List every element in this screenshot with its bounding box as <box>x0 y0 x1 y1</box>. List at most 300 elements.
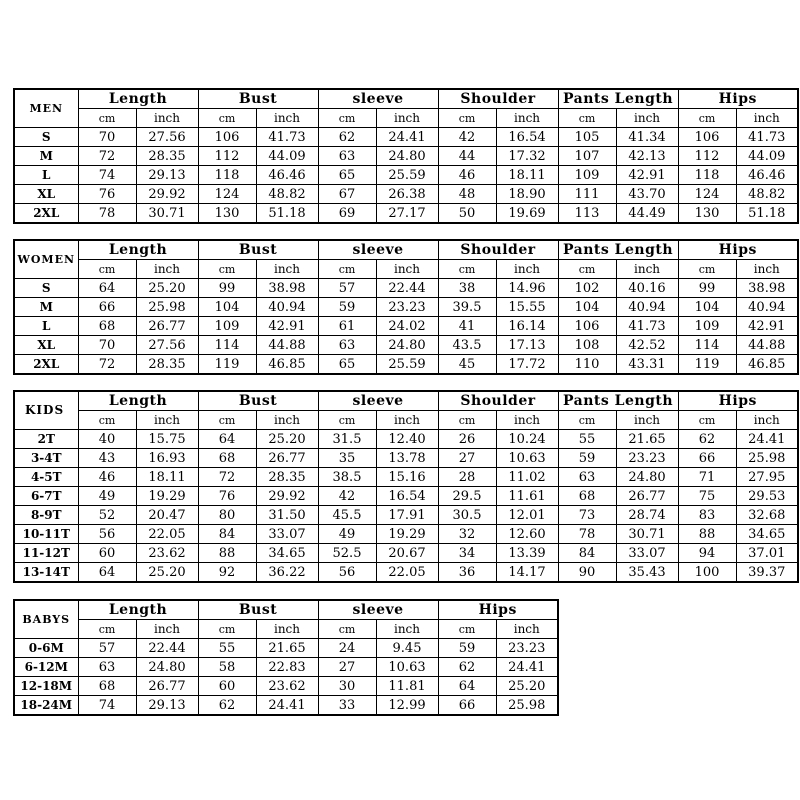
value-cell: 43 <box>78 449 136 468</box>
value-cell: 28.35 <box>256 468 318 487</box>
value-cell: 35.43 <box>616 563 678 583</box>
table-row <box>14 147 798 166</box>
value-cell: 28 <box>438 468 496 487</box>
value-cell: 52.5 <box>318 544 376 563</box>
value-cell: 59 <box>318 298 376 317</box>
value-cell: 20.47 <box>136 506 198 525</box>
value-cell: 106 <box>558 317 616 336</box>
value-cell: 22.44 <box>136 639 198 658</box>
value-cell: 24.80 <box>136 658 198 677</box>
value-cell: 124 <box>678 185 736 204</box>
value-cell: 63 <box>318 336 376 355</box>
header-row <box>14 240 798 260</box>
table-row <box>14 563 798 583</box>
table-row <box>14 487 798 506</box>
column-header-bust: Bust <box>198 89 318 109</box>
value-cell: 45.5 <box>318 506 376 525</box>
unit-inch: inch <box>136 411 198 430</box>
unit-inch: inch <box>136 260 198 279</box>
value-cell: 29.13 <box>136 696 198 716</box>
value-cell: 48.82 <box>256 185 318 204</box>
value-cell: 30.5 <box>438 506 496 525</box>
table-row <box>14 658 558 677</box>
value-cell: 44.49 <box>616 204 678 224</box>
value-cell: 10.24 <box>496 430 558 449</box>
unit-inch: inch <box>256 260 318 279</box>
value-cell: 22.83 <box>256 658 318 677</box>
value-cell: 68 <box>78 677 136 696</box>
size-label: S <box>14 279 78 298</box>
value-cell: 72 <box>198 468 256 487</box>
value-cell: 27.56 <box>136 128 198 147</box>
value-cell: 24.41 <box>736 430 798 449</box>
value-cell: 57 <box>318 279 376 298</box>
unit-inch: inch <box>616 411 678 430</box>
value-cell: 38 <box>438 279 496 298</box>
value-cell: 92 <box>198 563 256 583</box>
value-cell: 75 <box>678 487 736 506</box>
value-cell: 109 <box>558 166 616 185</box>
value-cell: 45 <box>438 355 496 375</box>
unit-row <box>14 109 798 128</box>
value-cell: 25.59 <box>376 166 438 185</box>
unit-cm: cm <box>678 109 736 128</box>
value-cell: 70 <box>78 128 136 147</box>
value-cell: 16.54 <box>496 128 558 147</box>
column-header-length: Length <box>78 600 198 620</box>
value-cell: 40.94 <box>616 298 678 317</box>
column-header-hips: Hips <box>678 391 798 411</box>
value-cell: 51.18 <box>256 204 318 224</box>
value-cell: 24.41 <box>496 658 558 677</box>
value-cell: 29.53 <box>736 487 798 506</box>
value-cell: 109 <box>678 317 736 336</box>
value-cell: 10.63 <box>496 449 558 468</box>
value-cell: 88 <box>198 544 256 563</box>
unit-inch: inch <box>256 411 318 430</box>
value-cell: 52 <box>78 506 136 525</box>
value-cell: 25.59 <box>376 355 438 375</box>
value-cell: 14.96 <box>496 279 558 298</box>
unit-inch: inch <box>616 109 678 128</box>
value-cell: 88 <box>678 525 736 544</box>
value-cell: 12.40 <box>376 430 438 449</box>
value-cell: 72 <box>78 355 136 375</box>
value-cell: 61 <box>318 317 376 336</box>
value-cell: 114 <box>198 336 256 355</box>
unit-inch: inch <box>736 411 798 430</box>
column-header-bust: Bust <box>198 391 318 411</box>
value-cell: 15.16 <box>376 468 438 487</box>
column-header-sleeve: sleeve <box>318 89 438 109</box>
value-cell: 76 <box>198 487 256 506</box>
value-cell: 21.65 <box>256 639 318 658</box>
value-cell: 69 <box>318 204 376 224</box>
value-cell: 23.23 <box>616 449 678 468</box>
table-row <box>14 639 558 658</box>
column-header-sleeve: sleeve <box>318 600 438 620</box>
value-cell: 34.65 <box>256 544 318 563</box>
column-header-shoulder: Shoulder <box>438 391 558 411</box>
value-cell: 11.61 <box>496 487 558 506</box>
value-cell: 64 <box>78 563 136 583</box>
value-cell: 22.05 <box>376 563 438 583</box>
value-cell: 46.85 <box>256 355 318 375</box>
value-cell: 63 <box>318 147 376 166</box>
value-cell: 78 <box>558 525 616 544</box>
value-cell: 32.68 <box>736 506 798 525</box>
value-cell: 18.11 <box>136 468 198 487</box>
size-label: 2T <box>14 430 78 449</box>
unit-cm: cm <box>678 260 736 279</box>
unit-cm: cm <box>438 620 496 639</box>
value-cell: 29.13 <box>136 166 198 185</box>
value-cell: 27 <box>318 658 376 677</box>
value-cell: 19.29 <box>376 525 438 544</box>
value-cell: 104 <box>198 298 256 317</box>
value-cell: 23.23 <box>376 298 438 317</box>
value-cell: 27.95 <box>736 468 798 487</box>
unit-cm: cm <box>78 620 136 639</box>
value-cell: 28.74 <box>616 506 678 525</box>
size-label: 10-11T <box>14 525 78 544</box>
value-cell: 38.98 <box>736 279 798 298</box>
value-cell: 104 <box>558 298 616 317</box>
unit-inch: inch <box>376 411 438 430</box>
value-cell: 59 <box>438 639 496 658</box>
value-cell: 49 <box>318 525 376 544</box>
value-cell: 16.54 <box>376 487 438 506</box>
unit-cm: cm <box>678 411 736 430</box>
value-cell: 43.70 <box>616 185 678 204</box>
unit-inch: inch <box>136 620 198 639</box>
value-cell: 34.65 <box>736 525 798 544</box>
table-row <box>14 677 558 696</box>
value-cell: 59 <box>558 449 616 468</box>
value-cell: 73 <box>558 506 616 525</box>
value-cell: 46.46 <box>736 166 798 185</box>
value-cell: 25.20 <box>136 279 198 298</box>
value-cell: 41.73 <box>616 317 678 336</box>
value-cell: 74 <box>78 696 136 716</box>
unit-cm: cm <box>438 260 496 279</box>
unit-row <box>14 260 798 279</box>
value-cell: 46 <box>78 468 136 487</box>
value-cell: 106 <box>198 128 256 147</box>
unit-inch: inch <box>376 620 438 639</box>
value-cell: 49 <box>78 487 136 506</box>
value-cell: 33.07 <box>616 544 678 563</box>
value-cell: 14.17 <box>496 563 558 583</box>
value-cell: 22.44 <box>376 279 438 298</box>
value-cell: 43.5 <box>438 336 496 355</box>
value-cell: 130 <box>198 204 256 224</box>
size-label: 3-4T <box>14 449 78 468</box>
value-cell: 57 <box>78 639 136 658</box>
value-cell: 48 <box>438 185 496 204</box>
value-cell: 68 <box>78 317 136 336</box>
section-title: BABYS <box>14 600 78 639</box>
table-row <box>14 166 798 185</box>
value-cell: 42.91 <box>256 317 318 336</box>
value-cell: 50 <box>438 204 496 224</box>
value-cell: 9.45 <box>376 639 438 658</box>
value-cell: 68 <box>198 449 256 468</box>
unit-cm: cm <box>198 109 256 128</box>
value-cell: 24.41 <box>376 128 438 147</box>
unit-cm: cm <box>78 260 136 279</box>
unit-inch: inch <box>496 109 558 128</box>
value-cell: 72 <box>78 147 136 166</box>
value-cell: 26.77 <box>136 677 198 696</box>
value-cell: 16.14 <box>496 317 558 336</box>
value-cell: 34 <box>438 544 496 563</box>
value-cell: 107 <box>558 147 616 166</box>
value-cell: 12.01 <box>496 506 558 525</box>
value-cell: 15.55 <box>496 298 558 317</box>
column-header-hips: Hips <box>438 600 558 620</box>
value-cell: 32 <box>438 525 496 544</box>
value-cell: 124 <box>198 185 256 204</box>
value-cell: 46.46 <box>256 166 318 185</box>
value-cell: 43.31 <box>616 355 678 375</box>
value-cell: 64 <box>78 279 136 298</box>
value-cell: 30 <box>318 677 376 696</box>
kids-size-table <box>13 390 799 583</box>
value-cell: 11.02 <box>496 468 558 487</box>
column-header-hips: Hips <box>678 240 798 260</box>
value-cell: 28.35 <box>136 147 198 166</box>
value-cell: 25.98 <box>496 696 558 716</box>
value-cell: 51.18 <box>736 204 798 224</box>
table-row <box>14 355 798 375</box>
value-cell: 39.5 <box>438 298 496 317</box>
value-cell: 44.09 <box>256 147 318 166</box>
value-cell: 118 <box>198 166 256 185</box>
table-row <box>14 204 798 224</box>
column-header-shoulder: Shoulder <box>438 240 558 260</box>
value-cell: 41.34 <box>616 128 678 147</box>
size-label: 6-7T <box>14 487 78 506</box>
value-cell: 22.05 <box>136 525 198 544</box>
value-cell: 44.88 <box>256 336 318 355</box>
unit-cm: cm <box>78 411 136 430</box>
unit-inch: inch <box>136 109 198 128</box>
unit-inch: inch <box>376 109 438 128</box>
value-cell: 40.94 <box>736 298 798 317</box>
value-cell: 35 <box>318 449 376 468</box>
value-cell: 114 <box>678 336 736 355</box>
value-cell: 106 <box>678 128 736 147</box>
section-title: MEN <box>14 89 78 128</box>
column-header-length: Length <box>78 89 198 109</box>
table-row <box>14 430 798 449</box>
value-cell: 42.13 <box>616 147 678 166</box>
size-label: XL <box>14 185 78 204</box>
value-cell: 63 <box>78 658 136 677</box>
size-label: 11-12T <box>14 544 78 563</box>
value-cell: 23.62 <box>256 677 318 696</box>
unit-inch: inch <box>256 109 318 128</box>
size-label: S <box>14 128 78 147</box>
table-row <box>14 298 798 317</box>
value-cell: 84 <box>558 544 616 563</box>
value-cell: 78 <box>78 204 136 224</box>
value-cell: 38.5 <box>318 468 376 487</box>
unit-cm: cm <box>558 411 616 430</box>
value-cell: 42.52 <box>616 336 678 355</box>
value-cell: 44.88 <box>736 336 798 355</box>
unit-inch: inch <box>376 260 438 279</box>
value-cell: 27.56 <box>136 336 198 355</box>
value-cell: 102 <box>558 279 616 298</box>
size-label: L <box>14 317 78 336</box>
value-cell: 42 <box>438 128 496 147</box>
value-cell: 27.17 <box>376 204 438 224</box>
value-cell: 12.60 <box>496 525 558 544</box>
value-cell: 33.07 <box>256 525 318 544</box>
value-cell: 24.41 <box>256 696 318 716</box>
value-cell: 27 <box>438 449 496 468</box>
size-label: 0-6M <box>14 639 78 658</box>
value-cell: 29.5 <box>438 487 496 506</box>
unit-inch: inch <box>736 260 798 279</box>
column-header-pants-length: Pants Length <box>558 391 678 411</box>
value-cell: 24.80 <box>616 468 678 487</box>
value-cell: 130 <box>678 204 736 224</box>
unit-cm: cm <box>558 260 616 279</box>
value-cell: 31.50 <box>256 506 318 525</box>
section-title: WOMEN <box>14 240 78 279</box>
value-cell: 44 <box>438 147 496 166</box>
value-cell: 66 <box>78 298 136 317</box>
value-cell: 21.65 <box>616 430 678 449</box>
value-cell: 18.11 <box>496 166 558 185</box>
table-row <box>14 506 798 525</box>
value-cell: 41.73 <box>736 128 798 147</box>
column-header-sleeve: sleeve <box>318 240 438 260</box>
column-header-length: Length <box>78 391 198 411</box>
unit-inch: inch <box>616 260 678 279</box>
table-row <box>14 468 798 487</box>
value-cell: 99 <box>678 279 736 298</box>
value-cell: 64 <box>438 677 496 696</box>
value-cell: 67 <box>318 185 376 204</box>
section-title: KIDS <box>14 391 78 430</box>
value-cell: 60 <box>198 677 256 696</box>
table-row <box>14 128 798 147</box>
table-row <box>14 336 798 355</box>
header-row <box>14 600 558 620</box>
value-cell: 19.69 <box>496 204 558 224</box>
men-size-table <box>13 88 799 224</box>
value-cell: 94 <box>678 544 736 563</box>
value-cell: 18.90 <box>496 185 558 204</box>
value-cell: 62 <box>318 128 376 147</box>
value-cell: 74 <box>78 166 136 185</box>
value-cell: 108 <box>558 336 616 355</box>
value-cell: 66 <box>678 449 736 468</box>
value-cell: 11.81 <box>376 677 438 696</box>
value-cell: 25.98 <box>136 298 198 317</box>
value-cell: 118 <box>678 166 736 185</box>
value-cell: 65 <box>318 166 376 185</box>
value-cell: 40 <box>78 430 136 449</box>
value-cell: 23.23 <box>496 639 558 658</box>
value-cell: 17.32 <box>496 147 558 166</box>
value-cell: 56 <box>318 563 376 583</box>
column-header-hips: Hips <box>678 89 798 109</box>
value-cell: 36.22 <box>256 563 318 583</box>
value-cell: 71 <box>678 468 736 487</box>
header-row <box>14 391 798 411</box>
value-cell: 46 <box>438 166 496 185</box>
value-cell: 60 <box>78 544 136 563</box>
size-label: XL <box>14 336 78 355</box>
unit-cm: cm <box>438 109 496 128</box>
value-cell: 29.92 <box>136 185 198 204</box>
size-label: M <box>14 147 78 166</box>
value-cell: 100 <box>678 563 736 583</box>
value-cell: 13.39 <box>496 544 558 563</box>
value-cell: 13.78 <box>376 449 438 468</box>
value-cell: 99 <box>198 279 256 298</box>
size-label: 2XL <box>14 204 78 224</box>
value-cell: 26.38 <box>376 185 438 204</box>
value-cell: 10.63 <box>376 658 438 677</box>
babys-size-table <box>13 599 559 716</box>
unit-cm: cm <box>318 620 376 639</box>
value-cell: 112 <box>198 147 256 166</box>
value-cell: 119 <box>678 355 736 375</box>
column-header-length: Length <box>78 240 198 260</box>
value-cell: 55 <box>558 430 616 449</box>
size-label: 8-9T <box>14 506 78 525</box>
value-cell: 62 <box>678 430 736 449</box>
value-cell: 41 <box>438 317 496 336</box>
unit-cm: cm <box>318 411 376 430</box>
unit-cm: cm <box>318 109 376 128</box>
size-label: 2XL <box>14 355 78 375</box>
column-header-pants-length: Pants Length <box>558 89 678 109</box>
value-cell: 66 <box>438 696 496 716</box>
value-cell: 26.77 <box>256 449 318 468</box>
column-header-pants-length: Pants Length <box>558 240 678 260</box>
header-row <box>14 89 798 109</box>
value-cell: 112 <box>678 147 736 166</box>
value-cell: 30.71 <box>616 525 678 544</box>
unit-inch: inch <box>496 620 558 639</box>
value-cell: 26.77 <box>616 487 678 506</box>
value-cell: 17.91 <box>376 506 438 525</box>
unit-cm: cm <box>78 109 136 128</box>
value-cell: 25.20 <box>136 563 198 583</box>
value-cell: 64 <box>198 430 256 449</box>
value-cell: 15.75 <box>136 430 198 449</box>
value-cell: 31.5 <box>318 430 376 449</box>
value-cell: 29.92 <box>256 487 318 506</box>
column-header-shoulder: Shoulder <box>438 89 558 109</box>
unit-inch: inch <box>256 620 318 639</box>
value-cell: 46.85 <box>736 355 798 375</box>
table-row <box>14 279 798 298</box>
size-label: L <box>14 166 78 185</box>
value-cell: 39.37 <box>736 563 798 583</box>
value-cell: 17.72 <box>496 355 558 375</box>
value-cell: 63 <box>558 468 616 487</box>
value-cell: 26 <box>438 430 496 449</box>
value-cell: 83 <box>678 506 736 525</box>
